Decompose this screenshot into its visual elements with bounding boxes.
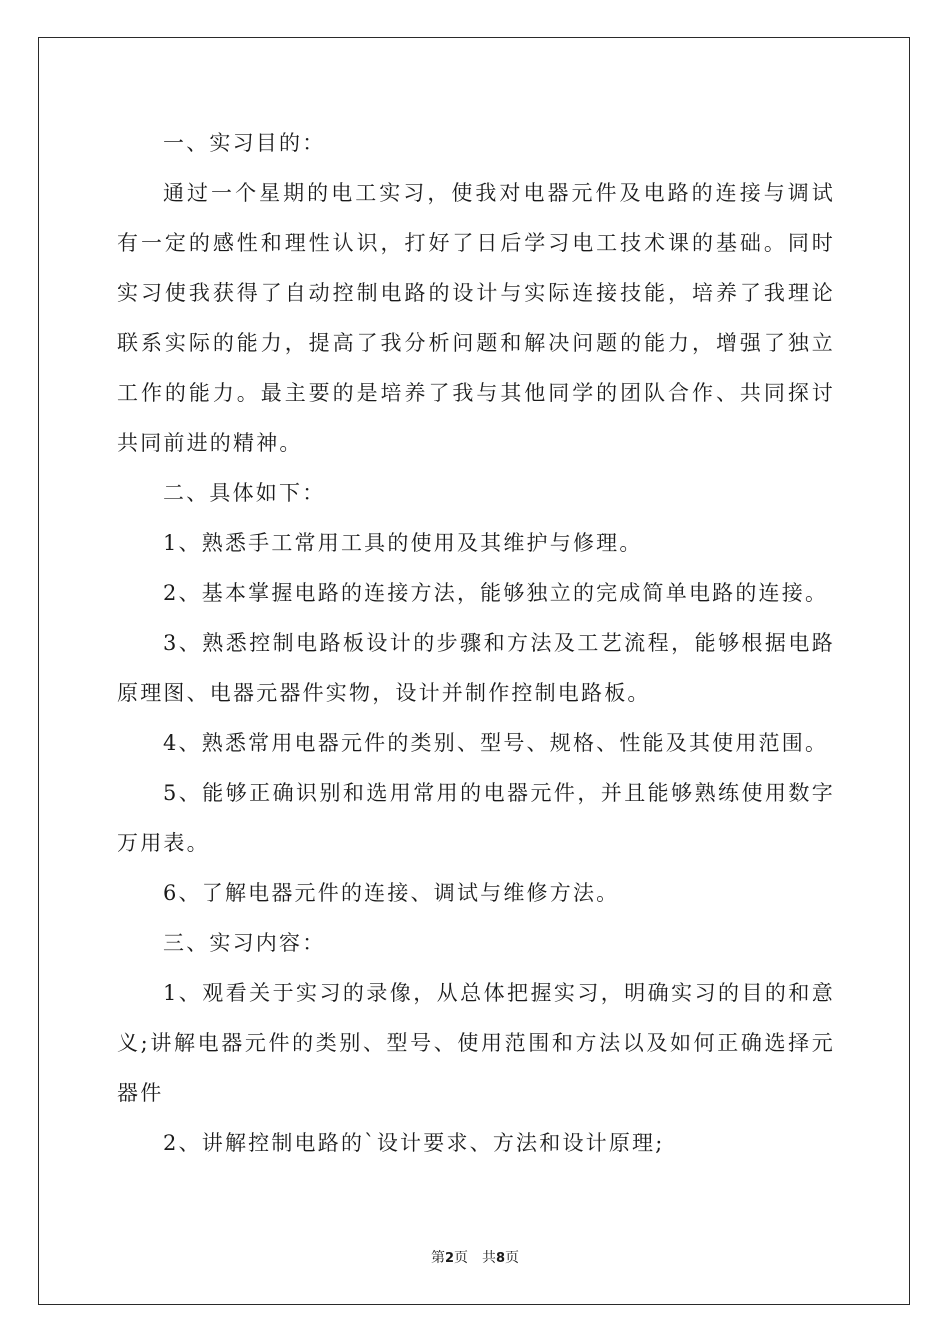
document-body — [117, 118, 835, 1168]
list-item: 6、了解电器元件的连接、调试与维修方法。 — [163, 881, 620, 905]
total-suffix: 页 — [505, 1250, 520, 1266]
section-heading-details: 二、具体如下： — [163, 481, 326, 505]
page-footer — [0, 1248, 950, 1269]
list-item: 3、熟悉控制电路板设计的步骤和方法及工艺流程，能够根据电路原理图、电器元器件实物，设计并制作控制电路板。 — [117, 631, 835, 705]
page-number: 2 — [444, 1251, 454, 1266]
section-heading-purpose: 一、实习目的： — [163, 131, 326, 155]
total-pages: 8 — [496, 1251, 506, 1266]
paragraph-purpose: 通过一个星期的电工实习，使我对电器元件及电路的连接与调试有一定的感性和理性认识，打好了日后学习电工技术课的基础。同时实习使我获得了自动控制电路的设计与实际连接技能，培养了我理论联系实际的能力，提高了我分析问题和解决问题的能力，增强了独立工作的能力。最主要的是培养了我与其他同学的团队合作、共同探讨共同前进的精神。 — [117, 181, 835, 455]
list-item: 2、基本掌握电路的连接方法，能够独立的完成简单电路的连接。 — [163, 581, 829, 605]
list-item: 4、熟悉常用电器元件的类别、型号、规格、性能及其使用范围。 — [163, 731, 829, 755]
list-item: 5、能够正确识别和选用常用的电器元件，并且能够熟练使用数字万用表。 — [117, 781, 835, 855]
list-item: 1、熟悉手工常用工具的使用及其维护与修理。 — [163, 531, 643, 555]
list-item: 2、讲解控制电路的`设计要求、方法和设计原理; — [163, 1131, 665, 1155]
section-heading-content: 三、实习内容： — [163, 931, 326, 955]
page-prefix: 第 — [430, 1250, 445, 1266]
page-suffix: 页 — [454, 1250, 468, 1266]
list-item: 1、观看关于实习的录像，从总体把握实习，明确实习的目的和意义;讲解电器元件的类别、型号、使用范围和方法以及如何正确选择元器件 — [117, 981, 835, 1105]
total-prefix: 共 — [482, 1250, 496, 1266]
